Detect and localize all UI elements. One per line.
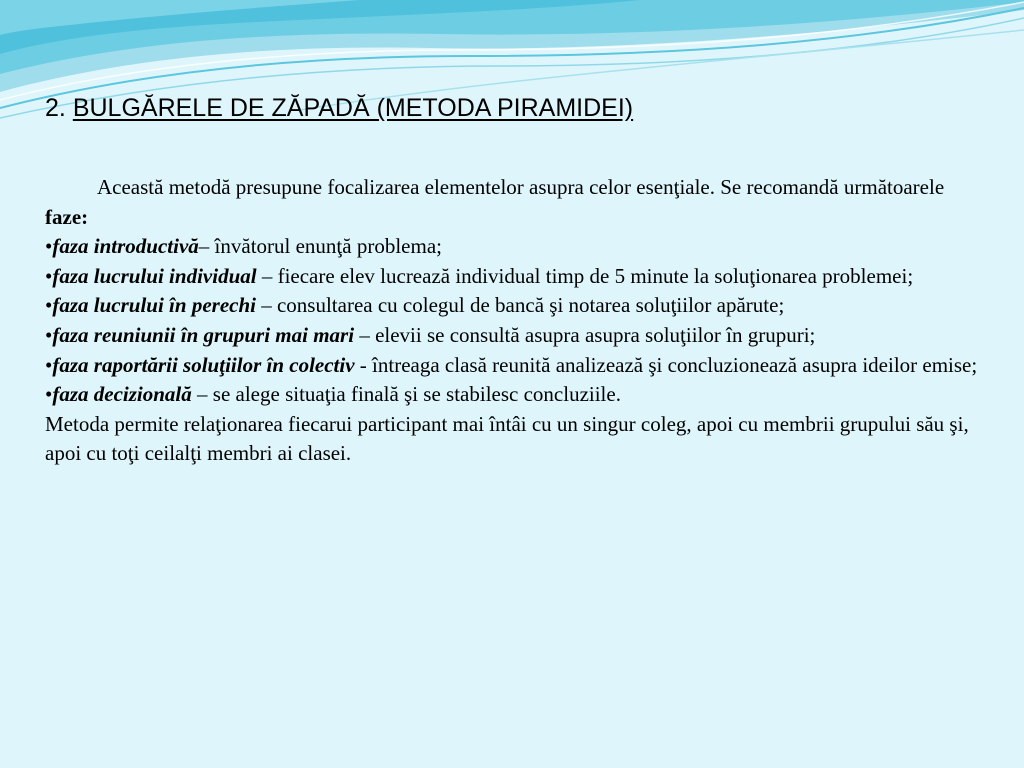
phase-item: [45, 291, 985, 321]
slide-content: [45, 173, 985, 469]
phase-name: faza lucrului individual: [52, 263, 257, 288]
phase-item: [45, 321, 985, 351]
intro-paragraph: [45, 173, 985, 232]
phase-name: faza decizională: [52, 382, 192, 407]
bullet: •: [45, 352, 53, 377]
bullet: •: [45, 263, 53, 288]
phase-description: – învătorul enunţă problema;: [198, 234, 442, 259]
intro-text: Această metodă presupune focalizarea elementelor asupra celor esenţiale. Se recomandă următoarele: [97, 175, 945, 199]
title-text: BULGĂRELE DE ZĂPADĂ (METODA PIRAMIDEI): [72, 94, 634, 122]
intro-bold-term: faze:: [45, 204, 89, 229]
bullet: •: [45, 234, 53, 259]
phase-description: – se alege situaţia finală şi se stabilesc concluziile.: [191, 382, 621, 407]
phase-item: [45, 351, 985, 381]
phase-description: – consultarea cu colegul de bancă şi notarea soluţiilor apărute;: [255, 293, 785, 318]
phase-item: [45, 262, 985, 292]
phase-name: faza lucrului în perechi: [52, 293, 256, 318]
slide-title: [45, 94, 633, 123]
phase-description: – fiecare elev lucrează individual timp de 5 minute la soluţionarea problemei;: [256, 263, 914, 288]
title-number: 2.: [45, 94, 66, 122]
phase-description: – elevii se consultă asupra asupra soluţiilor în grupuri;: [354, 322, 816, 347]
bullet: •: [45, 293, 53, 318]
conclusion-paragraph: Metoda permite relaţionarea fiecarui participant mai întâi cu un singur coleg, apoi cu membrii grupului său şi, apoi cu toţi ceilalţi membri ai clasei.: [45, 411, 969, 466]
bullet: •: [45, 382, 53, 407]
phase-item: [45, 232, 985, 262]
phase-name: faza raportării soluţiilor în colectiv: [52, 352, 355, 377]
phase-name: faza reuniunii în grupuri mai mari: [52, 322, 355, 347]
phase-item: [45, 380, 985, 410]
phase-name: faza introductivă: [52, 234, 199, 259]
phase-description: - întreaga clasă reunită analizează şi concluzionează asupra ideilor emise;: [354, 352, 978, 377]
bullet: •: [45, 322, 53, 347]
